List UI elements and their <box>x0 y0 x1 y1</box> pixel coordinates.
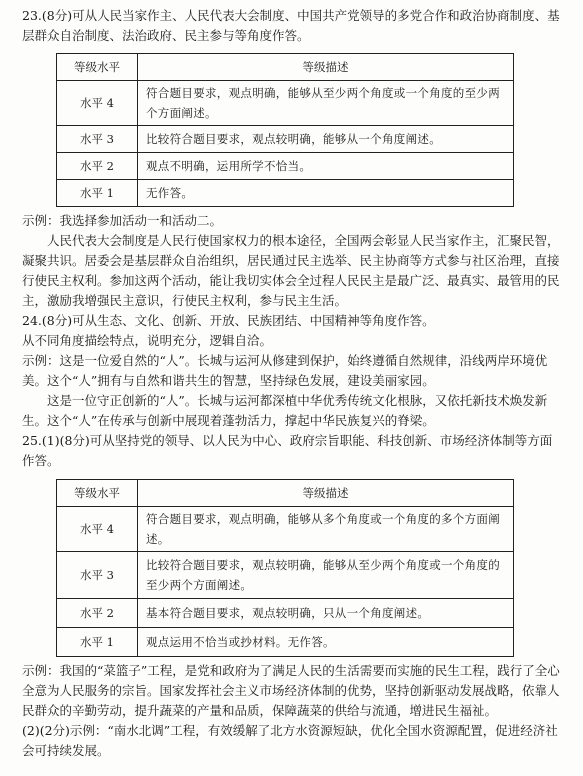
header-desc: 等级描述 <box>138 480 514 507</box>
q24-example-2: 这是一位守正创新的“人”。长城与运河都深植中华优秀传统文化根脉，又依托新技术焕发新生。这个“人”在传承与创新中展现着蓬勃活力，撑起中华民族复兴的脊梁。 <box>22 393 548 428</box>
table-header-row <box>57 54 514 81</box>
q24-example-1: 示例：这是一位爱自然的“人”。长城与运河从修建到保护，始终遵循自然规律，沿线两岸环境优美。这个“人”拥有与自然和谐共生的智慧，坚持绿色发展，建设美丽家园。 <box>22 353 548 388</box>
q25-rubric-table <box>56 479 514 657</box>
table-row <box>57 180 514 207</box>
q23-rubric-table <box>56 53 514 207</box>
desc-cell: 观点运用不恰当或抄材料。无作答。 <box>138 628 514 657</box>
header-level: 等级水平 <box>57 480 138 507</box>
level-cell: 水平 2 <box>57 153 138 180</box>
level-cell: 水平 3 <box>57 552 138 599</box>
table-row <box>57 507 514 552</box>
table-row <box>57 126 514 153</box>
table-header-row <box>57 480 514 507</box>
table-row <box>57 628 514 657</box>
q25-example: 示例：我国的“菜篮子”工程，是党和政府为了满足人民的生活需要而实施的民生工程，践行了全心全意为人民服务的宗旨。国家发挥社会主义市场经济体制的优势，坚持创新驱动发展战略，依靠人民群众的辛勤劳动，提升蔬菜的产量和品质，保障蔬菜的供给与流通，增进民生福祉。 <box>22 663 560 718</box>
q25-part2: (2)(2分)示例：“南水北调”工程，有效缓解了北方水资源短缺，优化全国水资源配置，促进经济社会可持续发展。 <box>22 723 558 758</box>
desc-cell: 比较符合题目要求，观点较明确，能够从一个角度阐述。 <box>138 126 514 153</box>
level-cell: 水平 2 <box>57 599 138 628</box>
desc-cell: 符合题目要求，观点明确，能够从多个角度或一个角度的多个方面阐述。 <box>138 507 514 552</box>
desc-cell: 无作答。 <box>138 180 514 207</box>
q23-example-intro: 示例：我选择参加活动一和活动二。 <box>22 213 223 228</box>
q24-requirement: 从不同角度描绘特点，说明充分，逻辑自洽。 <box>22 333 273 348</box>
q23-stem: 23.(8分)可从人民当家作主、人民代表大会制度、中国共产党领导的多党合作和政治协商制度、基层群众自治制度、法治政府、民主参与等角度作答。 <box>22 8 560 43</box>
q24-stem: 24.(8分)可从生态、文化、创新、开放、民族团结、中国精神等角度作答。 <box>22 313 435 328</box>
answer-page <box>22 6 562 761</box>
desc-cell: 比较符合题目要求，观点较明确，能够从至少两个角度或一个角度的至少两个方面阐述。 <box>138 552 514 599</box>
header-level: 等级水平 <box>57 54 138 81</box>
table-row <box>57 81 514 126</box>
table-row <box>57 552 514 599</box>
desc-cell: 基本符合题目要求，观点较明确，只从一个角度阐述。 <box>138 599 514 628</box>
desc-cell: 观点不明确，运用所学不恰当。 <box>138 153 514 180</box>
q23-example-body: 人民代表大会制度是人民行使国家权力的根本途径，全国两会彰显人民当家作主，汇聚民智，凝聚共识。居委会是基层群众自治组织，居民通过民主选举、民主协商等方式参与社区治理，直接行使民主权利。参加这两个活动，能让我切实体会全过程人民民主是最广泛、最真实、最管用的民主，激励我增强民主意识，行使民主权利，参与民主生活。 <box>22 233 560 308</box>
table-row <box>57 153 514 180</box>
q25-stem: 25.(1)(8分)可从坚持党的领导、以人民为中心、政府宗旨职能、科技创新、市场经济体制等方面作答。 <box>22 433 553 468</box>
level-cell: 水平 4 <box>57 507 138 552</box>
level-cell: 水平 3 <box>57 126 138 153</box>
table-row <box>57 599 514 628</box>
header-desc: 等级描述 <box>138 54 514 81</box>
desc-cell: 符合题目要求，观点明确，能够从至少两个角度或一个角度的至少两个方面阐述。 <box>138 81 514 126</box>
level-cell: 水平 1 <box>57 180 138 207</box>
level-cell: 水平 1 <box>57 628 138 657</box>
level-cell: 水平 4 <box>57 81 138 126</box>
